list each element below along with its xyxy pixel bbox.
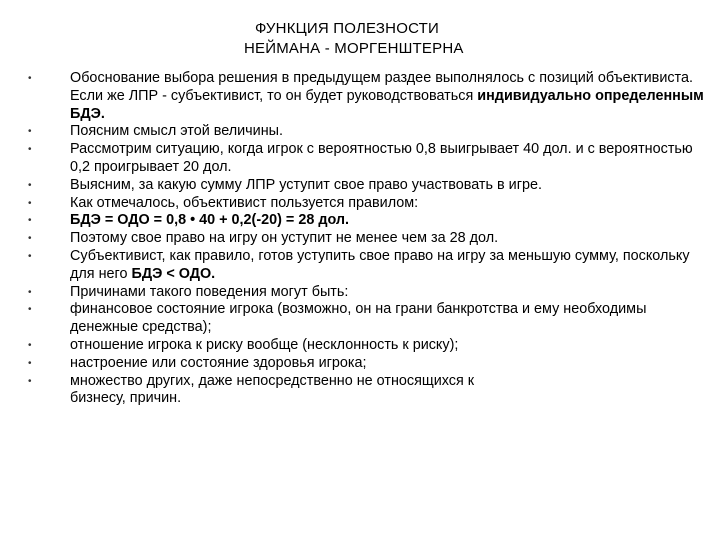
list-item <box>28 195 708 213</box>
list-item <box>28 70 708 123</box>
title-line-1: ФУНКЦИЯ ПОЛЕЗНОСТИ <box>255 20 439 37</box>
list-item <box>28 141 708 177</box>
list-item <box>28 355 708 373</box>
item-text: множество других, даже непосредственно не относящихся к бизнесу, причин. <box>70 372 475 407</box>
title-line-2: НЕЙМАНА - МОРГЕНШТЕРНА <box>244 40 464 57</box>
item-text: Поясним смысл этой величины. <box>70 123 283 140</box>
bullet-icon: • <box>28 215 32 227</box>
item-text: финансовое состояние игрока (возможно, он на грани банкротства и ему необходимы денежные средства); <box>70 301 647 336</box>
item-text: Субъективист, как правило, готов уступить свое право на игру за меньшую сумму, поскольку для него <box>70 247 690 282</box>
list-item <box>28 373 708 409</box>
bullet-icon: • <box>28 375 32 387</box>
bullet-icon: • <box>28 179 32 191</box>
item-text: Обоснование выбора решения в предыдущем раздее выполнялось с позиций объективиста. Если же ЛПР - субъективист, то он будет руководствоваться <box>70 70 693 104</box>
bullet-icon: • <box>28 250 32 262</box>
bullet-icon: • <box>28 73 32 84</box>
bullet-list <box>28 70 708 408</box>
item-bold-text: индивидуально определенным БДЭ. <box>70 87 704 122</box>
bullet-icon: • <box>28 339 32 351</box>
list-item <box>28 123 708 141</box>
item-text: Поэтому свое право на игру он уступит не менее чем за 28 дол. <box>70 230 499 247</box>
item-formula: БДЭ = ОДО = 0,8 • 40 + 0,2(-20) = 28 дол. <box>70 212 350 229</box>
bullet-icon: • <box>28 357 32 369</box>
list-item <box>28 284 708 302</box>
bullet-icon: • <box>28 126 32 138</box>
list-item <box>28 248 708 284</box>
item-text: Рассмотрим ситуацию, когда игрок с вероятностью 0,8 выигрывает 40 дол. и с вероятностью 0,2 проигрывает 20 дол. <box>70 141 693 175</box>
bullet-icon: • <box>28 197 32 209</box>
item-text: Причинами такого поведения могут быть: <box>70 283 349 300</box>
bullet-icon: • <box>28 286 32 298</box>
item-text: настроение или состояние здоровья игрока; <box>70 354 367 371</box>
item-text: отношение игрока к риску вообще (несклонность к риску); <box>70 336 459 353</box>
bullet-icon: • <box>28 304 32 316</box>
list-item <box>28 230 708 248</box>
bullet-icon: • <box>28 144 32 156</box>
list-item <box>28 212 708 230</box>
item-text: Выясним, за какую сумму ЛПР уступит свое право участвовать в игре. <box>70 176 542 193</box>
item-text: Как отмечалось, объективист пользуется правилом: <box>70 194 419 211</box>
list-item <box>28 337 708 355</box>
slide-title <box>244 19 464 58</box>
list-item <box>28 301 708 337</box>
bullet-icon: • <box>28 233 32 245</box>
list-item <box>28 177 708 195</box>
item-bold-text: БДЭ < ОДО. <box>131 265 216 282</box>
